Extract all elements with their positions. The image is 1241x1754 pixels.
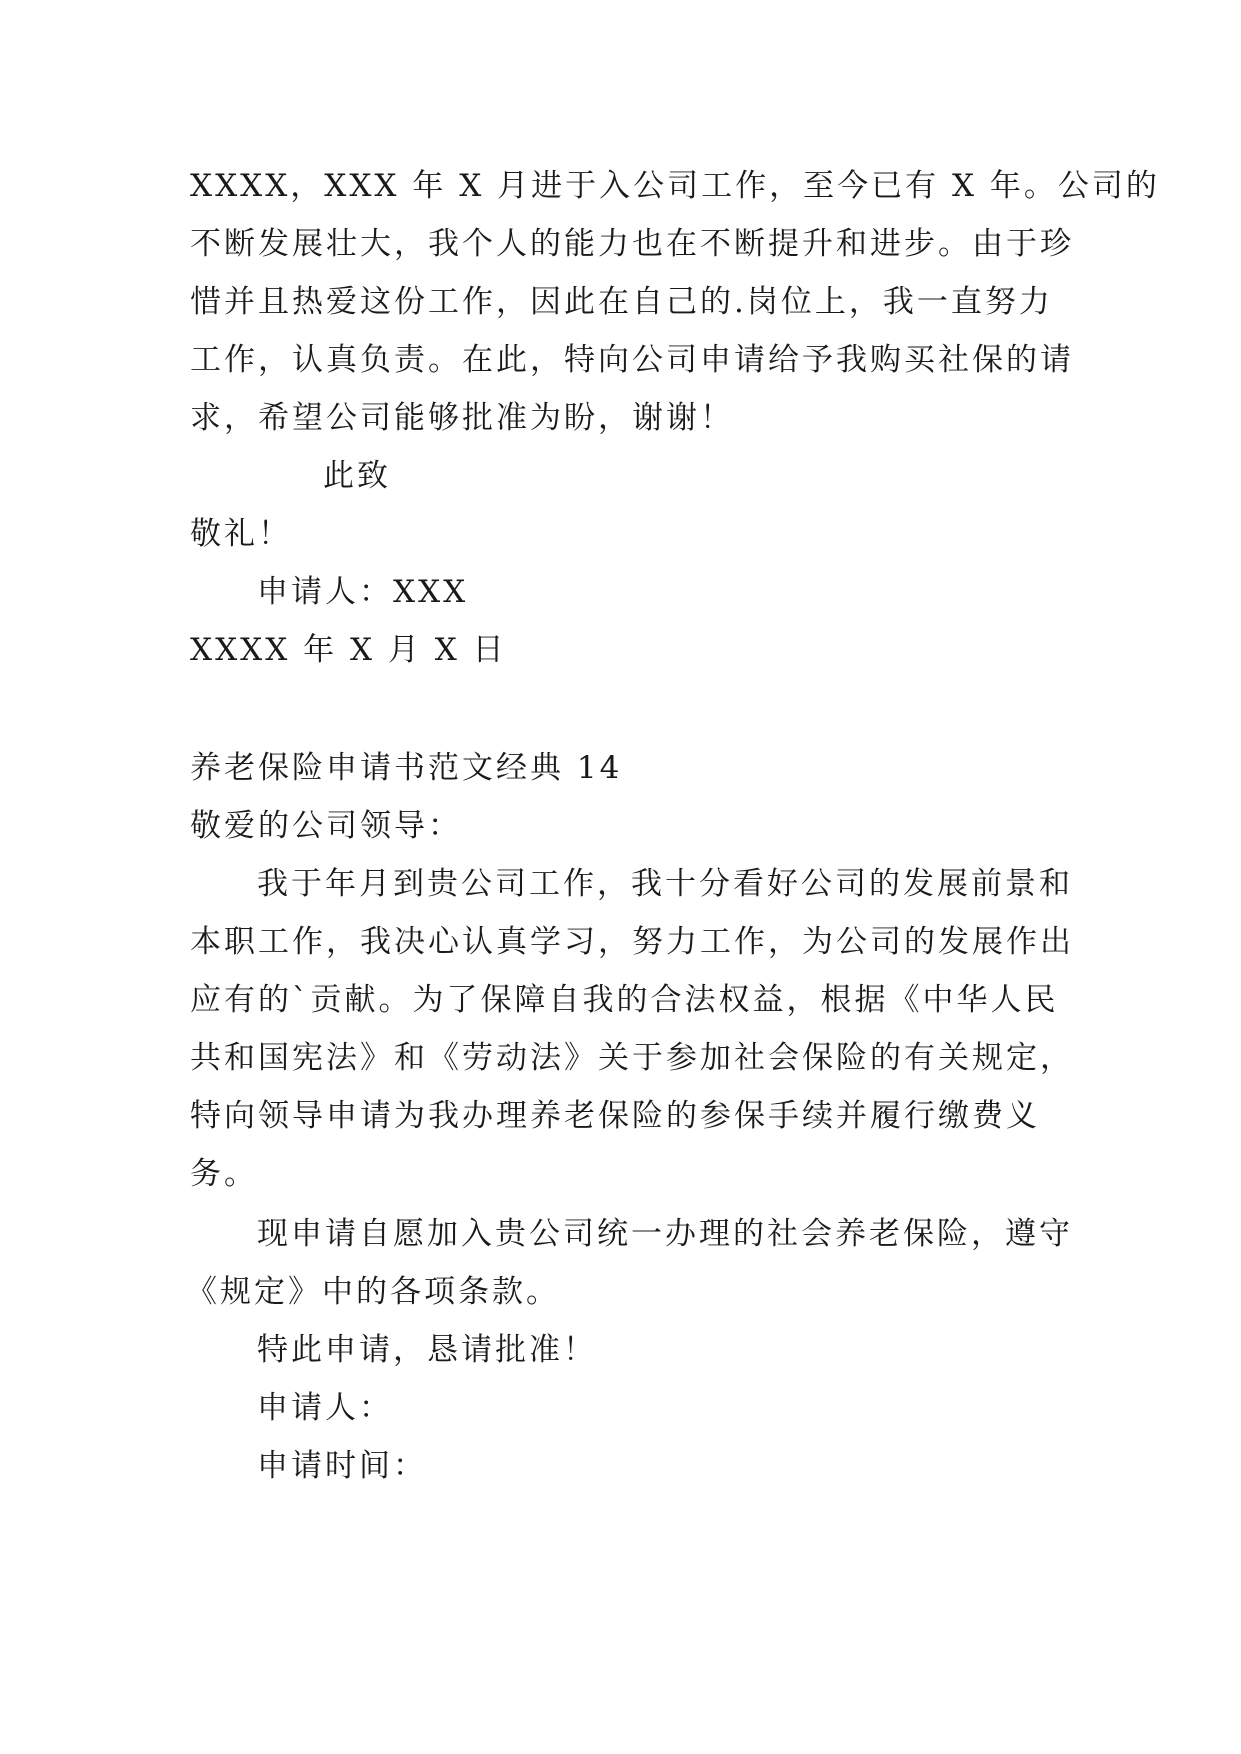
letter2-applicant: 申请人： xyxy=(257,1390,393,1426)
letter2-para2-line-1: 现申请自愿加入贵公司统一办理的社会养老保险，遵守 xyxy=(257,1216,1073,1252)
letter2-title: 养老保险申请书范文经典 14 xyxy=(190,750,623,786)
letter1-line-3: 惜并且热爱这份工作，因此在自己的.岗位上，我一直努力 xyxy=(190,284,1053,320)
letter2-para1-line-5: 特向领导申请为我办理养老保险的参保手续并履行缴费义 xyxy=(190,1098,1040,1134)
letter1-line-1: XXXX，XXX 年 X 月进于入公司工作，至今已有 X 年。公司的 xyxy=(190,168,1160,204)
letter1-closing-2: 敬礼！ xyxy=(190,516,292,552)
letter1-closing-1: 此致 xyxy=(323,458,391,494)
letter2-para1-line-1: 我于年月到贵公司工作，我十分看好公司的发展前景和 xyxy=(257,866,1073,902)
letter2-para1-line-3: 应有的`贡献。为了保障自我的合法权益，根据《中华人民 xyxy=(190,982,1059,1018)
letter1-applicant: 申请人：XXX xyxy=(257,574,469,610)
letter2-time: 申请时间： xyxy=(257,1448,427,1484)
letter1-date: XXXX 年 X 月 X 日 xyxy=(190,632,507,668)
letter2-para2-line-2: 《规定》中的各项条款。 xyxy=(186,1274,560,1310)
letter2-para1-line-6: 务。 xyxy=(190,1156,258,1192)
letter2-salutation: 敬爱的公司领导： xyxy=(190,808,462,844)
letter2-para1-line-2: 本职工作，我决心认真学习，努力工作，为公司的发展作出 xyxy=(190,924,1074,960)
letter2-request: 特此申请，恳请批准！ xyxy=(257,1332,597,1368)
letter2-para1-line-4: 共和国宪法》和《劳动法》关于参加社会保险的有关规定， xyxy=(190,1040,1074,1076)
letter1-line-4: 工作，认真负责。在此，特向公司申请给予我购买社保的请 xyxy=(190,342,1074,378)
letter1-line-5: 求，希望公司能够批准为盼，谢谢！ xyxy=(190,400,734,436)
letter1-line-2: 不断发展壮大，我个人的能力也在不断提升和进步。由于珍 xyxy=(190,226,1074,262)
